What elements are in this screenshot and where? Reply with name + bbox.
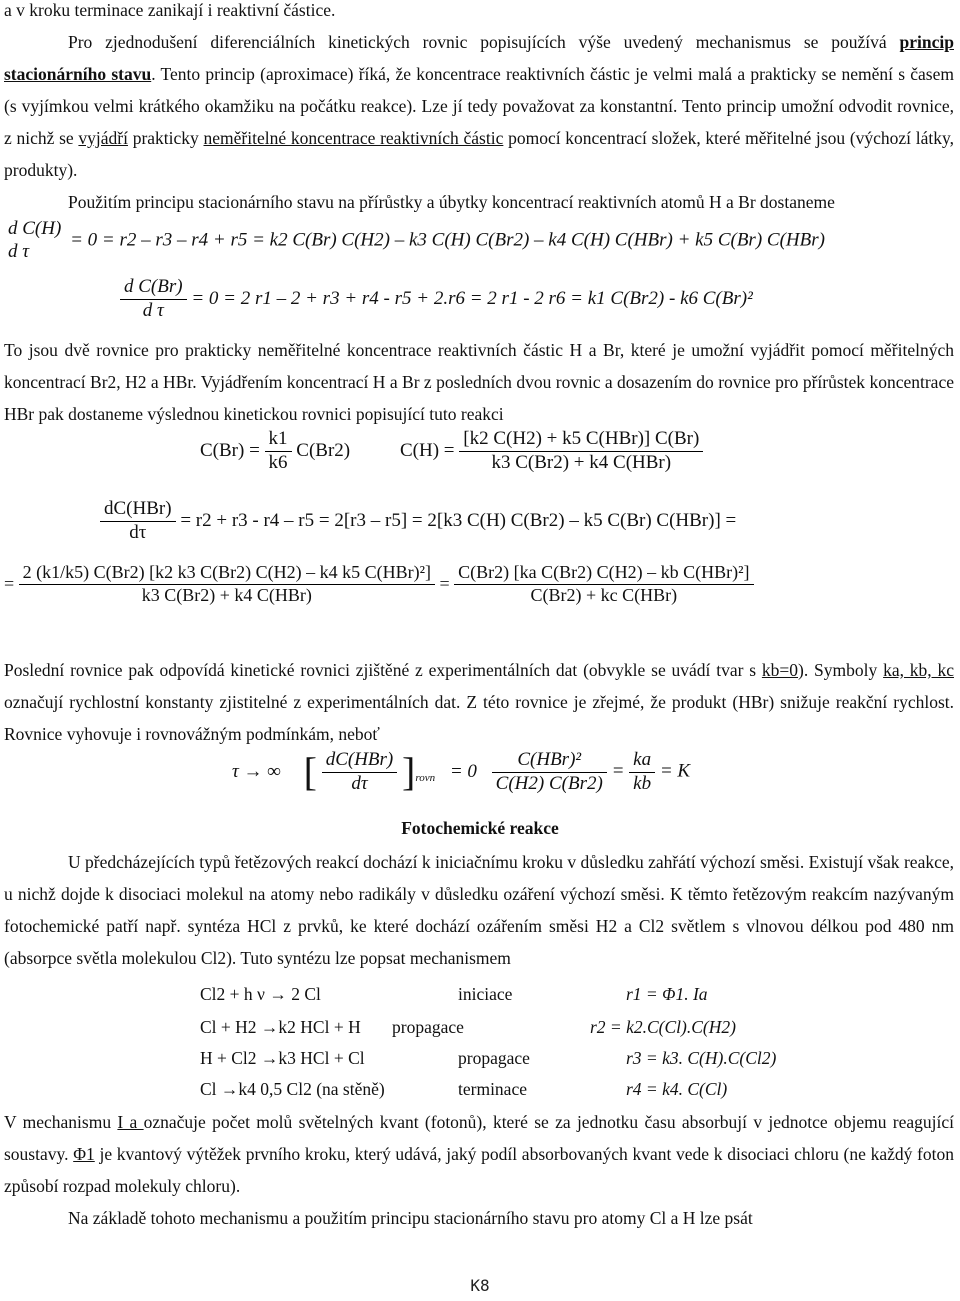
mech-row-3-step: propagace <box>458 1048 530 1068</box>
p1-term: princip stacionárního stavu <box>4 32 954 84</box>
mech-row-2-step: propagace <box>392 1017 464 1037</box>
p6-mid: označuje počet molů světelných kvant (fotonů), které se za jednotku času absorbují v jednotce objemu reagující soustavy. <box>4 1112 954 1164</box>
final-right-den: C(Br2) + kc C(HBr) <box>530 584 678 605</box>
p4-mid: ). Symboly <box>798 660 884 680</box>
equation-equilibrium <box>232 748 690 796</box>
eq1-rhs: = 0 = r2 – r3 – r4 + r5 = k2 C(Br) C(H2) – k3 C(H) C(Br2) – k4 C(H) C(HBr) + k5 C(Br) C(HBr) <box>70 229 825 251</box>
p6-Ia: I a <box>117 1112 144 1132</box>
p1-mid: prakticky <box>127 128 204 148</box>
p1-pre: Pro zjednodušení diferenciálních kinetických rovnic popisujících výše uvedený mechanismus se používá <box>68 32 900 52</box>
fraction-ka-kb <box>629 749 655 796</box>
dHBr-rhs: = r2 + r3 - r4 – r5 = 2[r3 – r5] = 2[k3 C(H) C(Br2) – k5 C(Br) C(HBr)] = <box>180 509 737 531</box>
CH-num: [k2 C(H2) + k5 C(HBr)] C(Br) <box>459 428 703 452</box>
equals-sign-2: = <box>439 573 450 594</box>
p4-kb: kb=0 <box>761 660 799 680</box>
mech-row-3-rate: r3 = k3. C(H).C(Cl2) <box>626 1048 777 1068</box>
page-number: K8 <box>470 1276 490 1295</box>
eq2-rhs: = 0 = 2 r1 – 2 + r3 + r4 - r5 + 2.r6 = 2 r1 - 2 r6 = k1 C(Br2) - k6 C(Br)² <box>191 287 753 309</box>
K: = K <box>659 760 691 782</box>
fraction-equil-bracket <box>322 749 398 796</box>
bracket-right: ] <box>402 749 416 794</box>
equals-sign-1: = <box>4 573 15 594</box>
dH-num: d C(H) <box>8 218 62 239</box>
equation-dHBr <box>100 498 736 545</box>
p1-vyjadri: vyjádří <box>78 128 128 148</box>
paragraph-final-rate <box>4 654 954 750</box>
CH-den: k3 C(Br2) + k4 C(HBr) <box>491 451 672 473</box>
tau-infinity: τ → ∞ <box>232 760 281 782</box>
p4-pre: Poslední rovnice pak odpovídá kinetické rovnici zjištěné z experimentálních dat (obvykle se uvádí tvar s <box>4 660 762 680</box>
mech-row-1-step: iniciace <box>458 984 513 1004</box>
p5: U předcházejících typů řetězových reakcí dochází k iniciačnímu kroku v důsledku zahřátí výchozí směsi. Existují však reakce, u nichž dojde k disociaci molekul na atomy nebo radikály v důsledku ozáření výchozí směsi. K těmto řetězovým reakcím nazývaným fotochemické patří např. syntéza HCl z prvků, ke které dochází ozářením směsi H2 a Cl2 světlem s vlnovou délkou pod 480 nm (absorpce světla molekulou Cl2). Tuto syntézu lze popsat mechanismem <box>4 852 954 968</box>
p4-post: označují rychlostní konstanty zjistitelné z experimentálních dat. Z této rovnice je zřejmé, že produkt (HBr) snižuje reakční rychlost. Rovnice vyhovuje i rovnovážným podmínkám, neboť <box>4 692 954 744</box>
equals-sign-3: = <box>611 760 625 782</box>
p6-pre: V mechanismu <box>4 1112 118 1132</box>
final-left-den: k3 C(Br2) + k4 C(HBr) <box>141 584 312 605</box>
bracket-left: [ <box>303 749 317 794</box>
mech-row-4-reaction: Cl →k4 0,5 Cl2 (na stěně) <box>200 1079 385 1099</box>
dHBr-den: dτ <box>129 521 147 543</box>
p6-post: je kvantový výtěžek prvního kroku, který udává, jaký podíl absorbovaných kvant vede k disociaci chloru (ne každý foton způsobí rozpad molekuly chloru). <box>4 1144 954 1196</box>
equation-CH <box>400 428 703 475</box>
fraction-k1-k6 <box>265 428 292 475</box>
equation-final-rate <box>4 562 754 606</box>
final-right-num: C(Br2) [ka C(Br2) C(H2) – kb C(HBr)²] <box>454 562 753 585</box>
p1-post: . Tento princip (aproximace) říká, že koncentrace reaktivních částic je velmi malá a prakticky se nemění s časem (s vyjímkou velmi krátkého okamžiku na počátku reakce). Lze jí tedy považovat za konstantní. Tento princip umožní odvodit rovnice, z nichž se <box>4 64 954 148</box>
fraction-dHBr <box>100 498 176 545</box>
fraction-final-left <box>19 562 435 606</box>
heading-fotochemicke-reakce: Fotochemické reakce <box>401 818 559 838</box>
paragraph-two-equations <box>4 334 954 430</box>
mech-row-3-reaction: H + Cl2 →k3 HCl + Cl <box>200 1048 365 1068</box>
paragraph-based-on-mechanism <box>4 1202 954 1234</box>
fraction-equil-K <box>492 749 607 796</box>
line-top: a v kroku terminace zanikají i reaktivní částice. <box>4 0 336 20</box>
mech-row-2-reaction: Cl + H2 →k2 HCl + H <box>200 1017 361 1037</box>
p3: To jsou dvě rovnice pro prakticky neměřitelné koncentrace reaktivních částic H a Br, které je umožní vyjádřit pomocí měřitelných koncentrací Br2, H2 a HBr. Vyjádřením koncentrací H a Br z posledních dvou rovnic a dosazením do rovnice pro přírůstek koncentrace HBr pak dostaneme výslednou kinetickou rovnici popisující tuto reakci <box>4 340 954 424</box>
equil-bracket-num: dC(HBr) <box>322 749 398 773</box>
text-line-top <box>4 0 954 26</box>
ka: ka <box>629 749 655 773</box>
CBr-lhs: C(Br) = <box>200 439 260 461</box>
rovn-subscript: rovn <box>415 772 436 785</box>
mech-row-4-rate: r4 = k4. C(Cl) <box>626 1079 728 1099</box>
mech-row-1-rate: r1 = Φ1. Ia <box>626 984 708 1004</box>
mech-row-4-step: terminace <box>458 1079 527 1099</box>
equation-CBr <box>200 428 350 475</box>
CBr2: C(Br2) <box>296 439 351 461</box>
dBr-num: d C(Br) <box>120 276 187 300</box>
paragraph-photochemical <box>4 846 954 974</box>
fraction-dBr-dtau <box>120 276 187 323</box>
kb: kb <box>633 772 652 794</box>
equil-K-den: C(H2) C(Br2) <box>495 772 603 794</box>
paragraph-apply-principle <box>4 186 954 218</box>
p1-nemeritelne: neměřitelné koncentrace reaktivních částic <box>203 128 504 148</box>
p4-consts: ka, kb, kc <box>883 660 954 680</box>
fraction-dH-dtau <box>4 218 65 264</box>
k6: k6 <box>268 451 288 473</box>
equation-dH <box>4 218 825 264</box>
mech-row-1-reaction: Cl2 + h ν → 2 Cl <box>200 984 321 1004</box>
p2: Použitím principu stacionárního stavu na přírůstky a úbytky koncentrací reaktivních atomů H a Br dostaneme <box>68 192 835 212</box>
dHBr-num: dC(HBr) <box>100 498 176 522</box>
equil-bracket-den: dτ <box>351 772 368 794</box>
paragraph-mechanism-notes <box>4 1106 954 1202</box>
mech-row-2-rate: r2 = k2.C(Cl).C(H2) <box>590 1017 736 1037</box>
paragraph-stationary-principle <box>4 26 954 186</box>
dtau: d τ <box>8 240 30 262</box>
equil-K-num: C(HBr)² <box>492 749 607 773</box>
p6-phi: Φ1 <box>73 1144 95 1164</box>
p7: Na základě tohoto mechanismu a použitím principu stacionárního stavu pro atomy Cl a H lze psát <box>68 1208 753 1228</box>
CH-lhs: C(H) = <box>400 439 455 461</box>
final-left-num: 2 (k1/k5) C(Br2) [k2 k3 C(Br2) C(H2) – k4 k5 C(HBr)²] <box>19 562 435 585</box>
equil-zero: = 0 <box>449 760 477 782</box>
p1-end: pomocí koncentrací složek, které měřitelné jsou (výchozí látky, produkty). <box>4 128 954 180</box>
equation-dBr <box>120 276 753 323</box>
fraction-CH <box>459 428 703 475</box>
dtau-2: d τ <box>142 299 164 321</box>
fraction-final-right <box>454 562 753 606</box>
k1: k1 <box>265 428 292 452</box>
